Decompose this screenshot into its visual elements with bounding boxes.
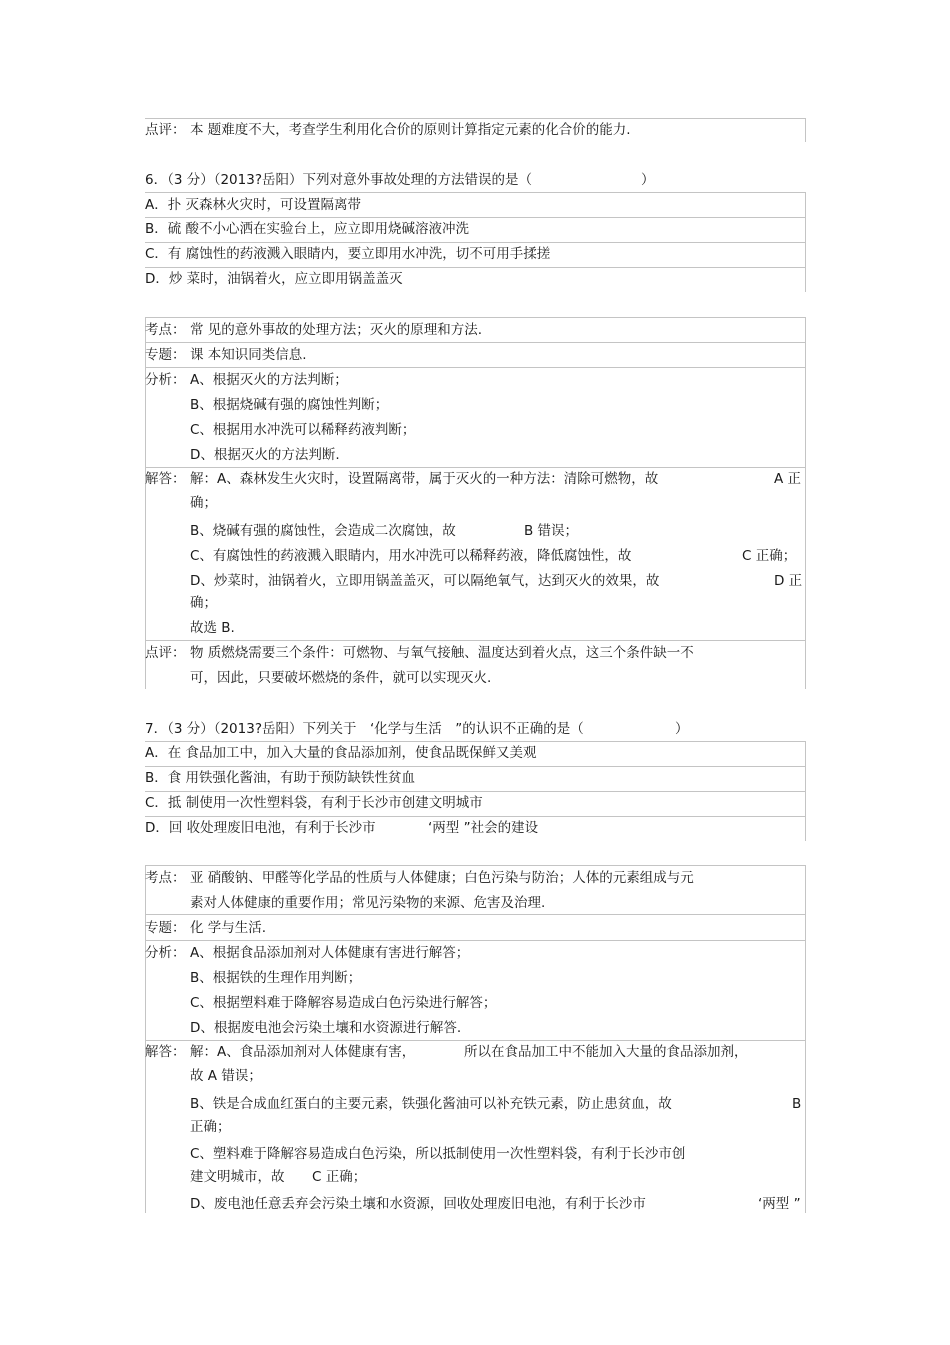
q7-jieda-label: 解答： — [145, 1044, 186, 1060]
q6-option-c: C．有 腐蚀性的药液溅入眼睛内，要立即用水冲洗，切不可用手揉搓 — [145, 246, 551, 262]
q7-kaodian-text: 亚 硝酸钠、甲醛等化学品的性质与人体健康；白色污染与防治；人体的元素组成与元 — [190, 870, 694, 886]
q6-jieda-label: 解答： — [145, 471, 186, 487]
q7-jieda-text: C、塑料难于降解容易造成白色污染，所以抵制使用一次性塑料袋，有利于长沙市创 — [190, 1146, 686, 1162]
q7-zhuanti-text: 化 学与生活. — [190, 920, 267, 936]
q6-dianping-text: 物 质燃烧需要三个条件：可燃物、与氧气接触、温度达到着火点，这三个条件缺一不 — [190, 645, 694, 661]
q7-option-c: C．抵 制使用一次性塑料袋，有利于长沙市创建文明城市 — [145, 795, 483, 811]
q7-jieda-text: 正确； — [190, 1119, 231, 1135]
q6-fenxi-line: B、根据烧碱有强的腐蚀性判断； — [190, 397, 389, 413]
q6-option-a: A．扑 灭森林火灾时，可设置隔离带 — [145, 197, 362, 213]
q6-jieda-text: B 错误； — [524, 523, 579, 539]
q6-zhuanti-label: 专题： — [145, 347, 186, 363]
q7-option-d-cont: ‘两型 ”社会的建设 — [428, 820, 539, 836]
q7-fenxi-line: A、根据食品添加剂对人体健康有害进行解答； — [190, 945, 470, 961]
q6-option-d: D．炒 菜时，油锅着火，应立即用锅盖盖灭 — [145, 271, 403, 287]
q6-jieda-text: C 正确； — [742, 548, 797, 564]
q6-jieda-text: D 正 — [774, 573, 803, 589]
q7-stem-close: ） — [675, 721, 689, 737]
q6-fenxi-line: C、根据用水冲洗可以稀释药液判断； — [190, 422, 416, 438]
q7-fenxi-line: D、根据废电池会污染土壤和水资源进行解答. — [190, 1020, 462, 1036]
q7-jieda-text: 故 A 错误； — [190, 1068, 262, 1084]
q6-option-b: B．硫 酸不小心洒在实验台上，应立即用烧碱溶液冲洗 — [145, 221, 470, 237]
q7-jieda-text: 建文明城市，故 — [190, 1169, 285, 1185]
q6-zhuanti-text: 课 本知识同类信息. — [190, 347, 307, 363]
q7-jieda-text: D、废电池任意丢弃会污染土壤和水资源，回收处理废旧电池，有利于长沙市 — [190, 1196, 646, 1212]
q6-fenxi-line: A、根据灭火的方法判断； — [190, 372, 348, 388]
q6-jieda-text: 故选 B. — [190, 620, 235, 636]
q6-stem: 6．（3 分）（2013?岳阳）下列对意外事故处理的方法错误的是（ — [145, 172, 532, 188]
q6-jieda-text: C、有腐蚀性的药液溅入眼睛内，用水冲洗可以稀释药液，降低腐蚀性，故 — [190, 548, 632, 564]
q6-jieda-text: D、炒菜时，油锅着火，立即用锅盖盖灭，可以隔绝氧气，达到灭火的效果，故 — [190, 573, 660, 589]
q7-stem: 7．（3 分）（2013?岳阳）下列关于 ‘化学与生活 ”的认识不正确的是（ — [145, 721, 584, 737]
q6-jieda-text: A 正 — [774, 471, 802, 487]
q6-stem-close: ） — [641, 172, 655, 188]
q5-review-label: 点评： — [145, 122, 186, 138]
q7-fenxi-label: 分析： — [145, 945, 186, 961]
q6-dianping-label: 点评： — [145, 645, 186, 661]
q7-zhuanti-label: 专题： — [145, 920, 186, 936]
q6-jieda-text: 确； — [190, 595, 217, 611]
q7-jieda-text: ‘两型 ” — [758, 1196, 801, 1212]
q7-jieda-text: C 正确； — [312, 1169, 367, 1185]
q7-kaodian-text: 素对人体健康的重要作用；常见污染物的来源、危害及治理. — [190, 895, 546, 911]
q6-jieda-text: 解：A、森林发生火灾时，设置隔离带，属于灭火的一种方法：清除可燃物，故 — [190, 471, 659, 487]
q5-review-text: 本 题难度不大，考查学生利用化合价的原则计算指定元素的化合价的能力. — [190, 122, 631, 138]
q7-jieda-text: B — [792, 1096, 802, 1112]
q6-fenxi-line: D、根据灭火的方法判断. — [190, 447, 340, 463]
q7-jieda-text: 所以在食品加工中不能加入大量的食品添加剂， — [464, 1044, 748, 1060]
q6-jieda-text: 确； — [190, 495, 217, 511]
q7-option-b: B．食 用铁强化酱油，有助于预防缺铁性贫血 — [145, 770, 416, 786]
q6-fenxi-label: 分析： — [145, 372, 186, 388]
q7-option-a: A．在 食品加工中，加入大量的食品添加剂，使食品既保鲜又美观 — [145, 745, 537, 761]
q7-kaodian-label: 考点： — [145, 870, 186, 886]
q7-jieda-text: B、铁是合成血红蛋白的主要元素，铁强化酱油可以补充铁元素，防止患贫血，故 — [190, 1096, 672, 1112]
q6-kaodian-label: 考点： — [145, 322, 186, 338]
q7-option-d: D．回 收处理废旧电池，有利于长沙市 — [145, 820, 376, 836]
q6-kaodian-text: 常 见的意外事故的处理方法；灭火的原理和方法. — [190, 322, 483, 338]
q7-fenxi-line: C、根据塑料难于降解容易造成白色污染进行解答； — [190, 995, 497, 1011]
q6-jieda-text: B、烧碱有强的腐蚀性，会造成二次腐蚀，故 — [190, 523, 456, 539]
q7-fenxi-line: B、根据铁的生理作用判断； — [190, 970, 362, 986]
q6-dianping-text: 可，因此，只要破坏燃烧的条件，就可以实现灭火. — [190, 670, 492, 686]
q7-jieda-text: 解：A、食品添加剂对人体健康有害， — [190, 1044, 416, 1060]
